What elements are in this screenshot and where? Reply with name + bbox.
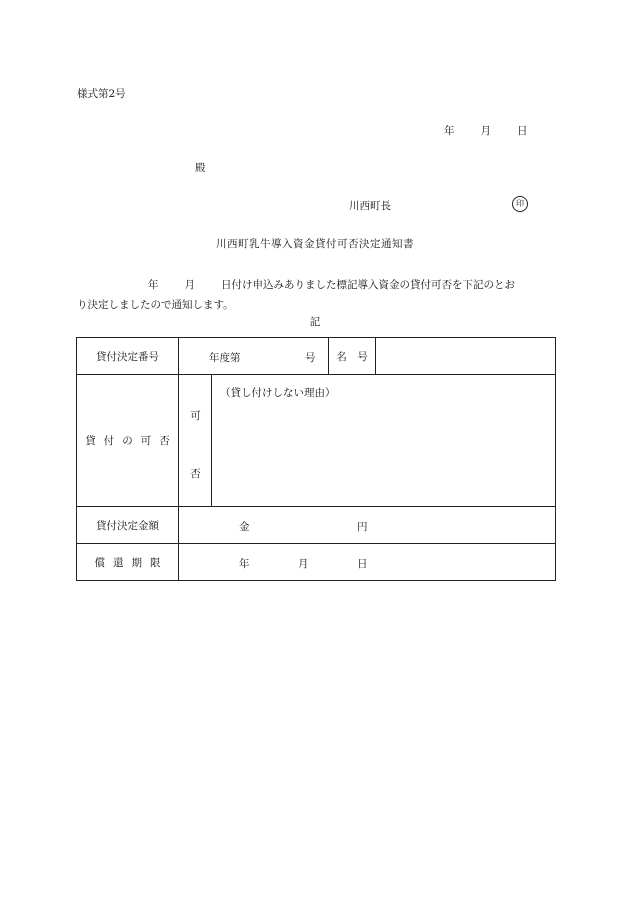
issue-date [444,123,528,138]
decision-number-cell [179,338,329,375]
issuer-name: 川西町長 [349,200,391,212]
form-number: 様式第2号 [77,88,126,100]
body-month: 月 [184,279,195,291]
year-prefix: 年度第 [209,352,241,364]
approve-option: 可 [190,410,201,422]
amount-yen: 円 [357,521,368,533]
repayment-day: 日 [357,558,368,570]
name-number-value [376,338,556,375]
label-repayment: 償還期限 [77,544,179,581]
repayment-date-cell [179,544,556,581]
date-day: 日 [517,125,528,137]
body-line-2: り決定しましたので通知します。 [77,299,234,311]
amount-kin: 金 [239,521,250,533]
table-row-repayment [77,544,556,581]
document-title: 川西町乳牛導入資金貸付可否決定通知書 [216,238,414,250]
label-decision-number: 貸付決定番号 [77,338,179,375]
repayment-month: 月 [298,558,309,570]
label-amount: 貸付決定金額 [77,507,179,544]
body-year: 年 [148,279,159,291]
date-month: 月 [480,125,491,137]
number-suffix: 号 [305,352,316,364]
date-year: 年 [444,125,455,137]
seal-mark: 印 [512,196,528,212]
approval-choice-cell [179,375,212,507]
ki-heading: 記 [309,316,321,328]
label-name-number: 名 号 [329,338,376,375]
reason-cell [212,375,556,507]
loan-decision-table [76,337,556,581]
reject-option: 否 [190,468,201,480]
body-line1-rest: 日付け申込みありました標記導入資金の貸付可否を下記のとお [221,279,515,291]
table-row-amount [77,507,556,544]
body-text [77,275,557,315]
table-row-approval [77,375,556,507]
addressee-suffix: 殿 [195,162,206,174]
body-line-1 [77,275,557,295]
repayment-year: 年 [239,558,250,570]
table-row-decision-number [77,338,556,375]
amount-cell [179,507,556,544]
reason-label: （貸し付けしない理由） [220,387,336,399]
label-approval: 貸付の可否 [77,375,179,507]
